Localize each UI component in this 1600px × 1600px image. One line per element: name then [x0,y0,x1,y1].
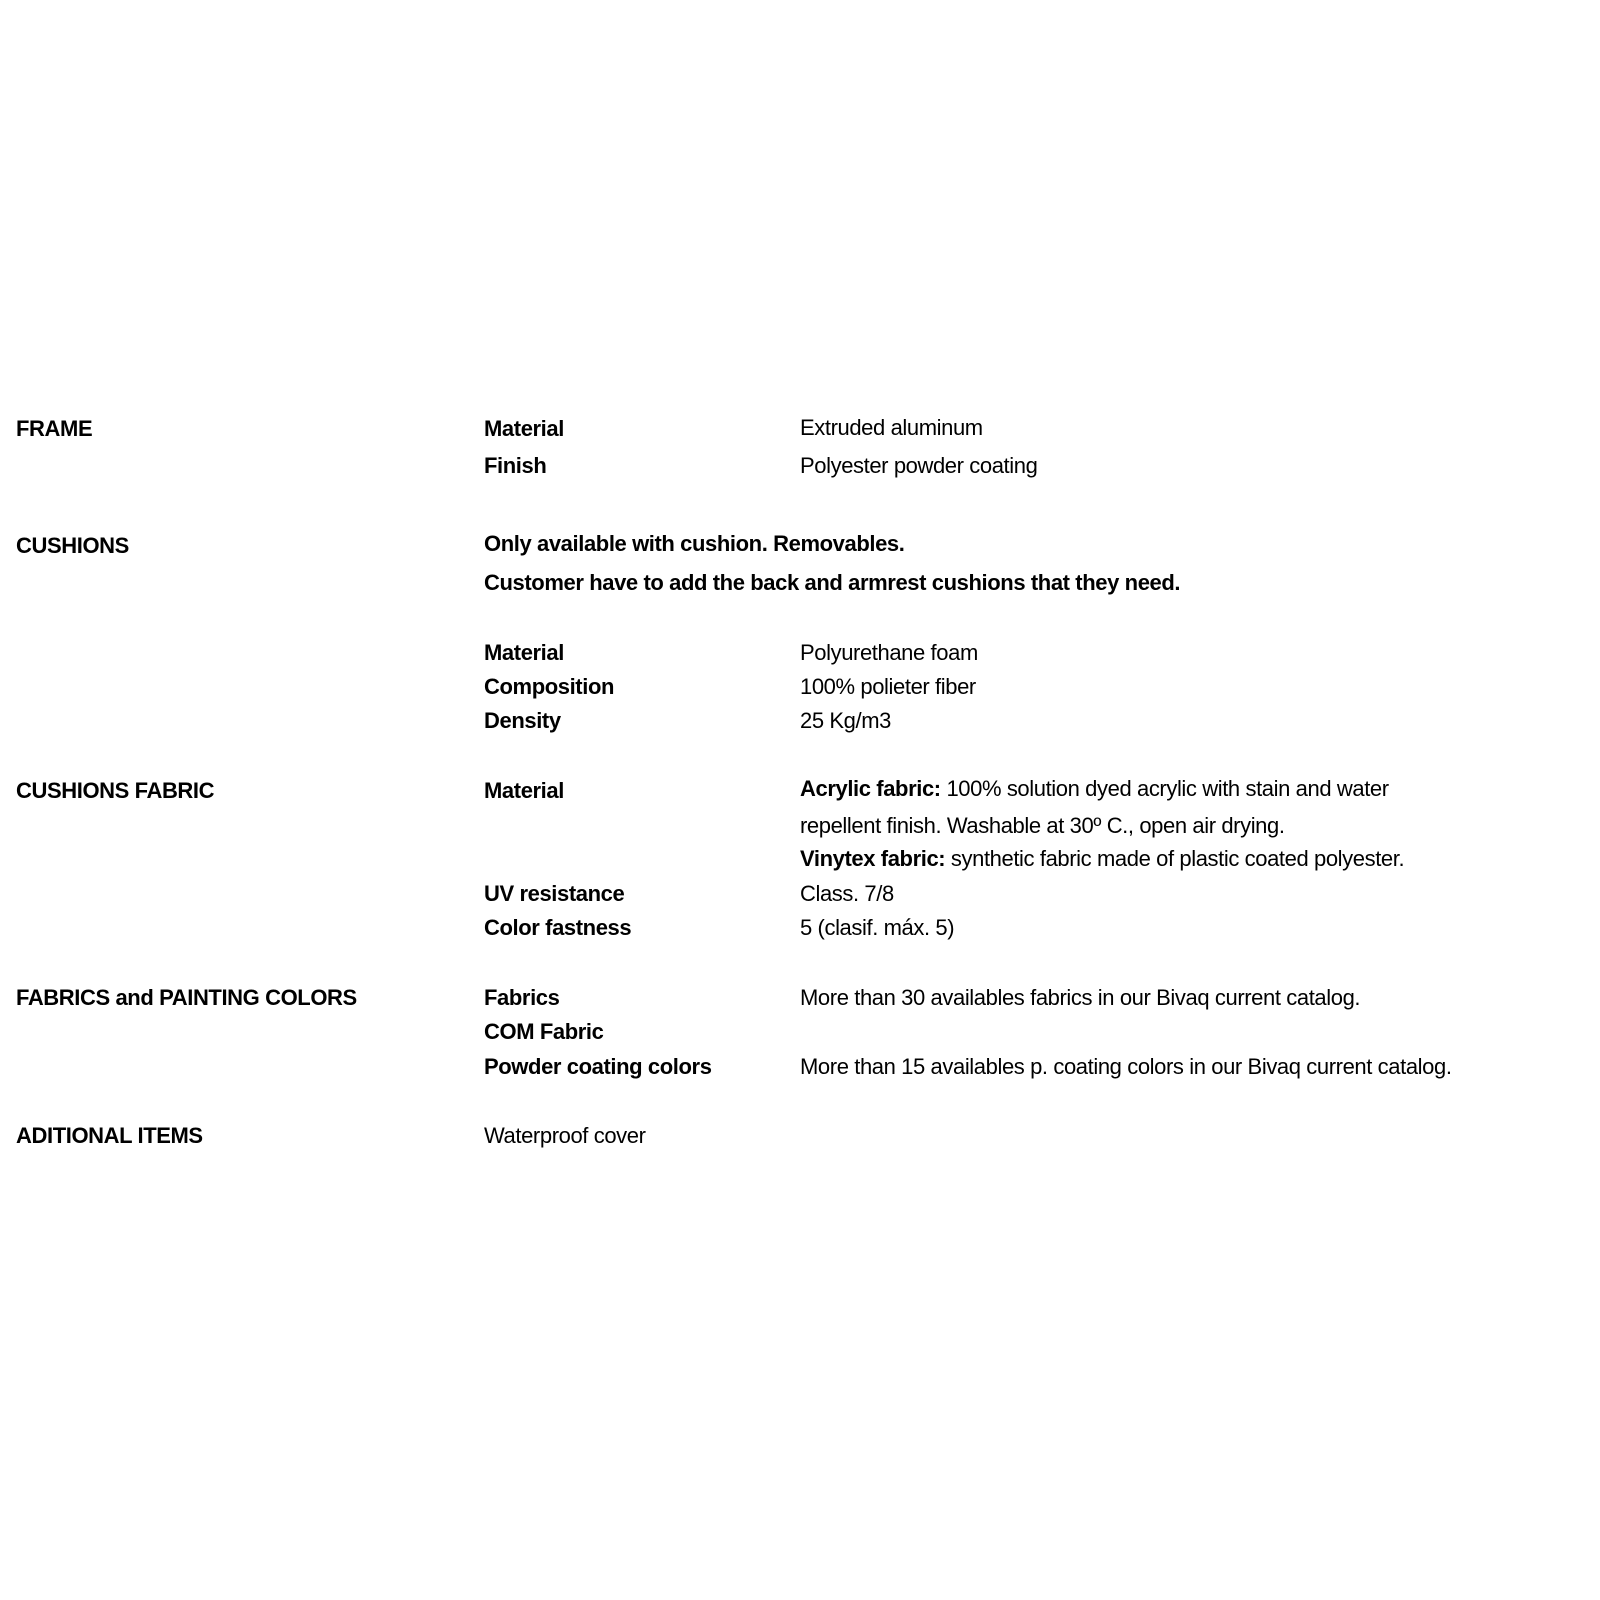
com-fabric-label: COM Fabric [484,1019,604,1044]
section-title-cushions: CUSHIONS [16,533,129,558]
cushions-composition-label: Composition [484,674,615,699]
cushions-material-value: Polyurethane foam [800,640,978,665]
powder-coating-colors-label: Powder coating colors [484,1054,712,1079]
section-title-fabrics-colors: FABRICS and PAINTING COLORS [16,985,357,1010]
vinytex-fabric-line [800,848,1404,870]
uv-resistance-label: UV resistance [484,881,625,906]
frame-material-value: Extruded aluminum [800,415,983,440]
frame-material-label: Material [484,416,564,441]
acrylic-fabric-label: Acrylic fabric: [800,776,941,801]
fabrics-label: Fabrics [484,985,560,1010]
cushions-fabric-material-label: Material [484,778,564,803]
acrylic-fabric-text: 100% solution dyed acrylic with stain and water [940,776,1389,801]
color-fastness-label: Color fastness [484,915,632,940]
cushions-material-label: Material [484,640,564,665]
frame-finish-label: Finish [484,453,547,478]
powder-coating-colors-value: More than 15 availables p. coating colors in our Bivaq current catalog. [800,1054,1452,1079]
cushions-note-2: Customer have to add the back and armrest cushions that they need. [484,570,1181,595]
cushions-note-1: Only available with cushion. Removables. [484,531,905,556]
additional-items-value: Waterproof cover [484,1123,646,1148]
section-title-cushions-fabric: CUSHIONS FABRIC [16,778,215,803]
vinytex-fabric-label: Vinytex fabric: [800,846,946,871]
frame-finish-value: Polyester powder coating [800,453,1038,478]
fabrics-value: More than 30 availables fabrics in our Bivaq current catalog. [800,985,1361,1010]
acrylic-fabric-line-2: repellent finish. Washable at 30º C., open air drying. [800,813,1285,838]
uv-resistance-value: Class. 7/8 [800,881,894,906]
section-title-frame: FRAME [16,416,93,441]
cushions-density-value: 25 Kg/m3 [800,708,891,733]
color-fastness-value: 5 (clasif. máx. 5) [800,915,955,940]
section-title-additional-items: ADITIONAL ITEMS [16,1123,203,1148]
cushions-composition-value: 100% polieter fiber [800,674,976,699]
cushions-density-label: Density [484,708,561,733]
acrylic-fabric-line-1 [800,778,1389,800]
vinytex-fabric-text: synthetic fabric made of plastic coated polyester. [945,846,1405,871]
